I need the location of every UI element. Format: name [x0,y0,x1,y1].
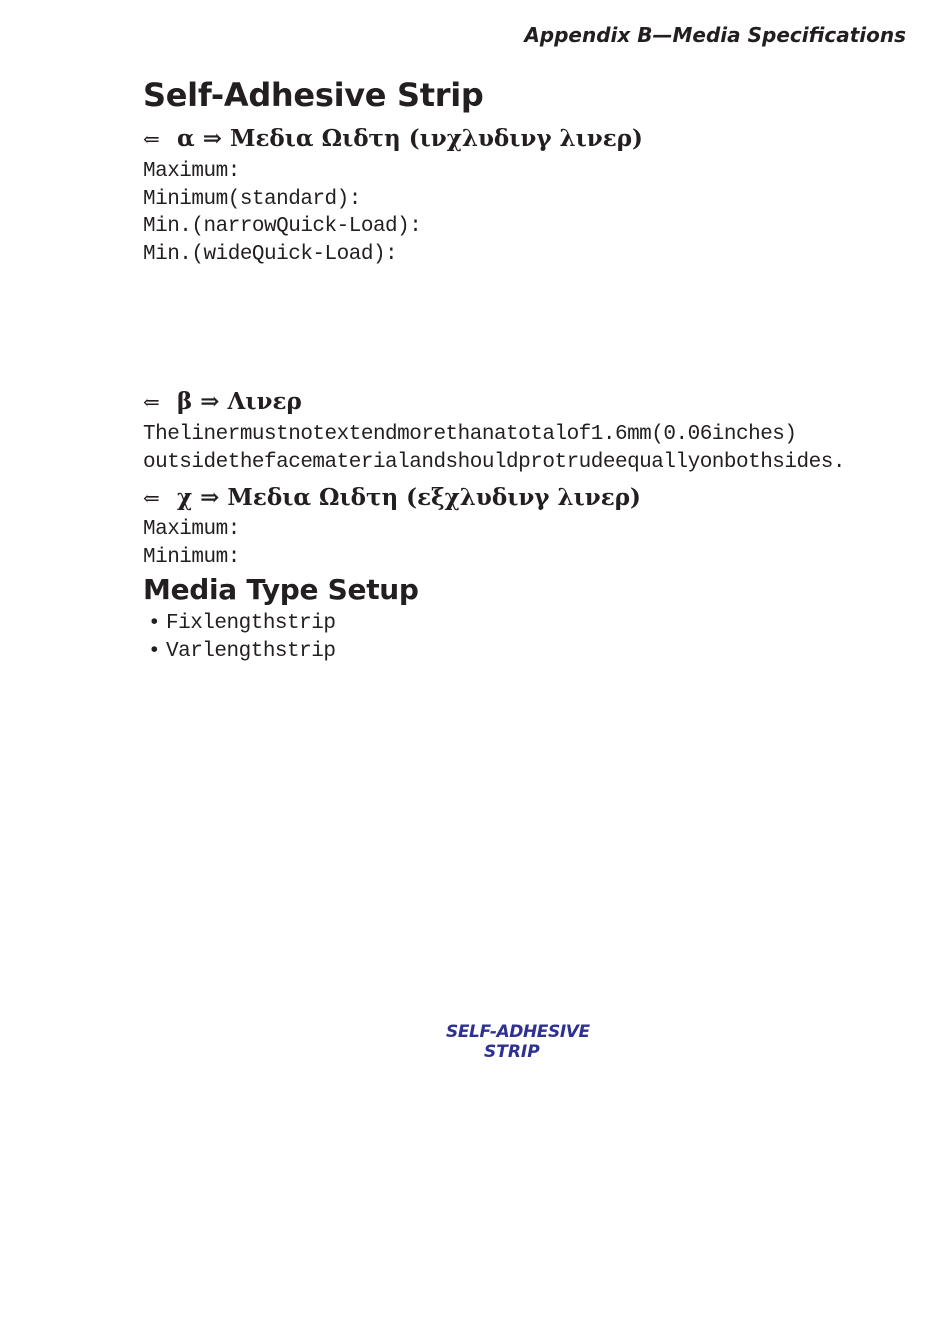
section-title: Self-Adhesive Strip [143,76,484,114]
running-header-title: Appendix B—Media Specifications [524,23,906,47]
bullet-icon: • [148,639,161,663]
list-item [148,610,335,638]
double-arrow-left-icon: ⇐ [143,127,160,151]
figure-self-adhesive-strip [430,1022,604,1066]
spec-list-including-liner [143,158,421,268]
spec-line: Min.(narrowQuick-Load): [143,215,422,238]
subheading-liner [143,388,302,415]
double-arrow-left-icon: ⇐ [143,390,160,414]
subheading-media-width-including-liner [143,125,643,152]
media-type-setup-title: Media Type Setup [143,573,419,606]
spec-line: Minimum: [143,545,240,569]
double-arrow-left-icon: ⇐ [143,486,160,510]
paragraph-line: Thelinermustnotextendmorethanatotalof1.6mm(0.06inches) [143,423,797,446]
subheading-label: χ ⇒ Μεδια Ωιδτη (εξχλυδινγ λινερ) [177,484,641,511]
bullet-icon: • [148,612,161,635]
list-item-label: Fixlengthstrip [166,612,336,635]
spec-line: Maximum: [143,518,240,541]
spec-list-excluding-liner [143,516,240,571]
list-item [148,638,335,666]
list-item-label: Varlengthstrip [166,639,336,663]
spec-line: Maximum: [143,160,240,183]
figure-caption-line-2: STRIP [484,1042,540,1062]
spec-line: Min.(wideQuick-Load): [143,242,398,266]
media-type-list [148,610,335,665]
subheading-label: α ⇒ Μεδια Ωιδτη (ινχλυδινγ λινερ) [177,125,643,152]
spec-line: Minimum(standard): [143,187,361,211]
subheading-media-width-excluding-liner [143,484,641,511]
figure-caption-line-1: SELF-ADHESIVE [446,1022,590,1042]
liner-description [143,421,845,476]
subheading-label: β ⇒ Λινερ [177,388,302,415]
paragraph-line: outsidethefacematerialandshouldprotrudeequallyonbothsides. [143,450,845,474]
